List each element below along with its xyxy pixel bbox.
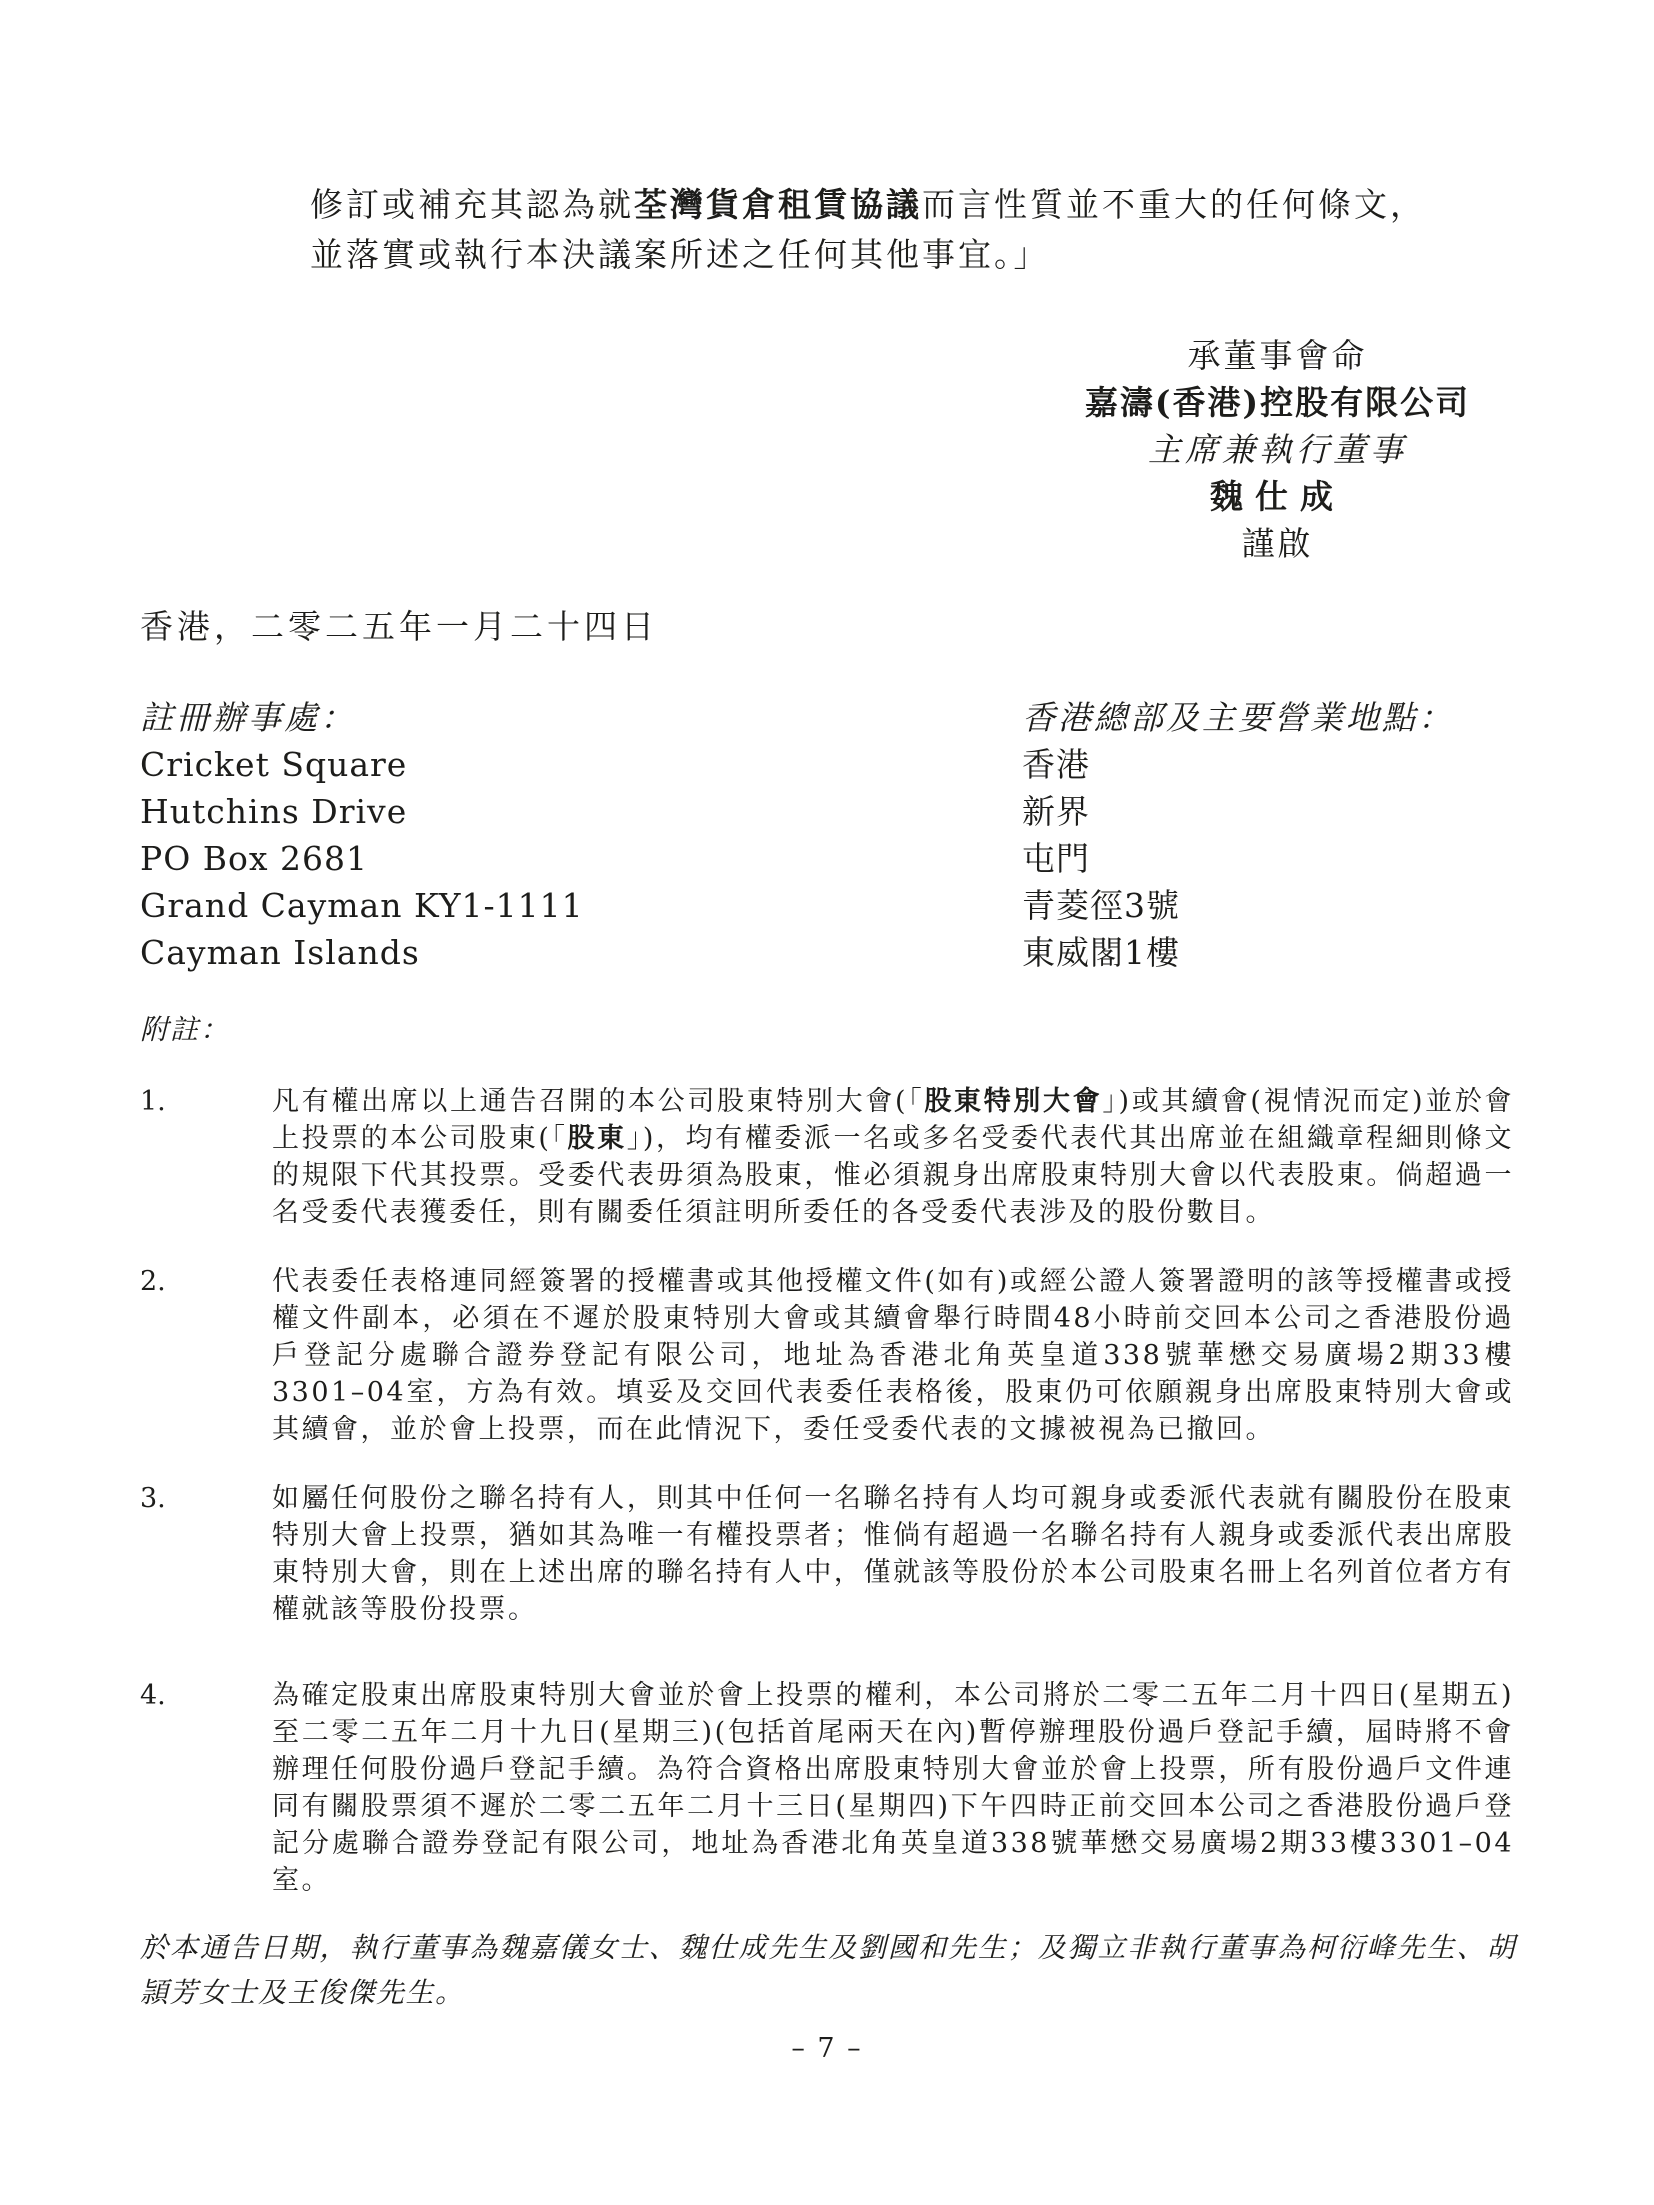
note-item-2 bbox=[140, 1263, 1514, 1448]
dateline: 香港，二零二五年一月二十四日 bbox=[140, 607, 658, 646]
note-text bbox=[272, 1263, 1514, 1448]
address-line: 東威閣1樓 bbox=[1022, 933, 1180, 972]
text-run: 股東 bbox=[567, 1123, 627, 1154]
address-line: Cayman Islands bbox=[140, 933, 420, 972]
text-run: 股東特別大會 bbox=[924, 1086, 1103, 1117]
hk-office-heading: 香港總部及主要營業地點： bbox=[1022, 698, 1454, 737]
text-run: 荃灣貨倉租賃協議 bbox=[634, 185, 922, 224]
address-line: 新界 bbox=[1022, 792, 1090, 831]
note-number: 4. bbox=[140, 1680, 166, 1711]
page-number: – 7 – bbox=[791, 2033, 863, 2064]
signature-closing: 謹啟 bbox=[1241, 524, 1314, 563]
address-line: 屯門 bbox=[1022, 839, 1090, 878]
company-name: 嘉濤(香港)控股有限公司 bbox=[1084, 383, 1471, 422]
address-line: Cricket Square bbox=[140, 745, 408, 784]
registered-office-heading: 註冊辦事處： bbox=[140, 698, 356, 737]
signatory-title: 主席兼執行董事 bbox=[1148, 430, 1407, 469]
text-run: 」)，均有權委派一名或多名受委代表代其出席並在組織章程細則條文的規限下代其投票。受委代表毋須為股東，惟必須親身出席股東特別大會以代表股東。倘超過一名受委代表獲委任，則有關委任須註明所委任的各受委代表涉及的股份數目。 bbox=[272, 1123, 1514, 1228]
address-line: Hutchins Drive bbox=[140, 792, 408, 831]
note-number: 1. bbox=[140, 1086, 166, 1117]
text-run: 而言性質並不重大的任何條文， bbox=[922, 185, 1426, 224]
note-number: 3. bbox=[140, 1483, 166, 1514]
note-item-3 bbox=[140, 1480, 1514, 1628]
text-run: 為確定股東出席股東特別大會並於會上投票的權利，本公司將於二零二五年二月十四日(星期五)至二零二五年二月十九日(星期三)(包括首尾兩天在內)暫停辦理股份過戶登記手續，屆時將不會辦理任何股份過戶登記手續。為符合資格出席股東特別大會並於會上投票，所有股份過戶文件連同有關股票須不遲於二零二五年二月十三日(星期四)下午四時正前交回本公司之香港股份過戶登記分處聯合證券登記有限公司，地址為香港北角英皇道338號華懋交易廣場2期33樓3301–04室。 bbox=[272, 1680, 1514, 1896]
notes-heading: 附註： bbox=[140, 1013, 231, 1046]
text-run: 如屬任何股份之聯名持有人，則其中任何一名聯名持有人均可親身或委派代表就有關股份在股東特別大會上投票，猶如其為唯一有權投票者；惟倘有超過一名聯名持有人親身或委派代表出席股東特別大會，則在上述出席的聯名持有人中，僅就該等股份於本公司股東名冊上名列首位者方有權就該等股份投票。 bbox=[272, 1483, 1514, 1625]
note-text bbox=[272, 1677, 1514, 1899]
note-number: 2. bbox=[140, 1266, 166, 1297]
by-order-of-board-line: 承董事會命 bbox=[1187, 336, 1368, 375]
hk-office-section bbox=[1022, 694, 1582, 976]
registered-office-section bbox=[140, 694, 940, 976]
text-run: 凡有權出席以上通告召開的本公司股東特別大會(「 bbox=[272, 1086, 925, 1117]
registered-office-address bbox=[140, 741, 940, 976]
address-line: PO Box 2681 bbox=[140, 839, 368, 878]
text-run: 代表委任表格連同經簽署的授權書或其他授權文件(如有)或經公證人簽署證明的該等授權書或授權文件副本，必須在不遲於股東特別大會或其續會舉行時間48小時前交回本公司之香港股份過戶登記分處聯合證券登記有限公司，地址為香港北角英皇道338號華懋交易廣場2期33樓3301–04室，方為有效。填妥及交回代表委任表格後，股東仍可依願親身出席股東特別大會或其續會，並於會上投票，而在此情況下，委任受委代表的文據被視為已撤回。 bbox=[272, 1266, 1514, 1445]
address-line: 青菱徑3號 bbox=[1022, 886, 1180, 925]
note-item-1 bbox=[140, 1083, 1514, 1231]
text-run: 」)或其續會(視情況而定)並於會上投票的本公司股東(「 bbox=[272, 1086, 1514, 1154]
address-line: 香港 bbox=[1022, 745, 1090, 784]
resolution-excerpt-line-1 bbox=[310, 180, 1430, 230]
signatory-name: 魏仕成 bbox=[1210, 477, 1345, 516]
address-line: Grand Cayman KY1-1111 bbox=[140, 886, 584, 925]
note-text bbox=[272, 1083, 1514, 1231]
resolution-excerpt bbox=[310, 180, 1430, 280]
text-run: 修訂或補充其認為就 bbox=[310, 185, 634, 224]
text-run: 並落實或執行本決議案所述之任何其他事宜。」 bbox=[310, 235, 1050, 274]
directors-note: 於本通告日期，執行董事為魏嘉儀女士、魏仕成先生及劉國和先生；及獨立非執行董事為柯衍峰先生、胡頴芳女士及王俊傑先生。 bbox=[140, 1931, 1516, 2009]
hk-office-address bbox=[1022, 741, 1582, 976]
note-text bbox=[272, 1480, 1514, 1628]
resolution-excerpt-line-2 bbox=[310, 230, 1430, 280]
signature-block bbox=[1040, 332, 1515, 567]
note-item-4 bbox=[140, 1677, 1514, 1899]
